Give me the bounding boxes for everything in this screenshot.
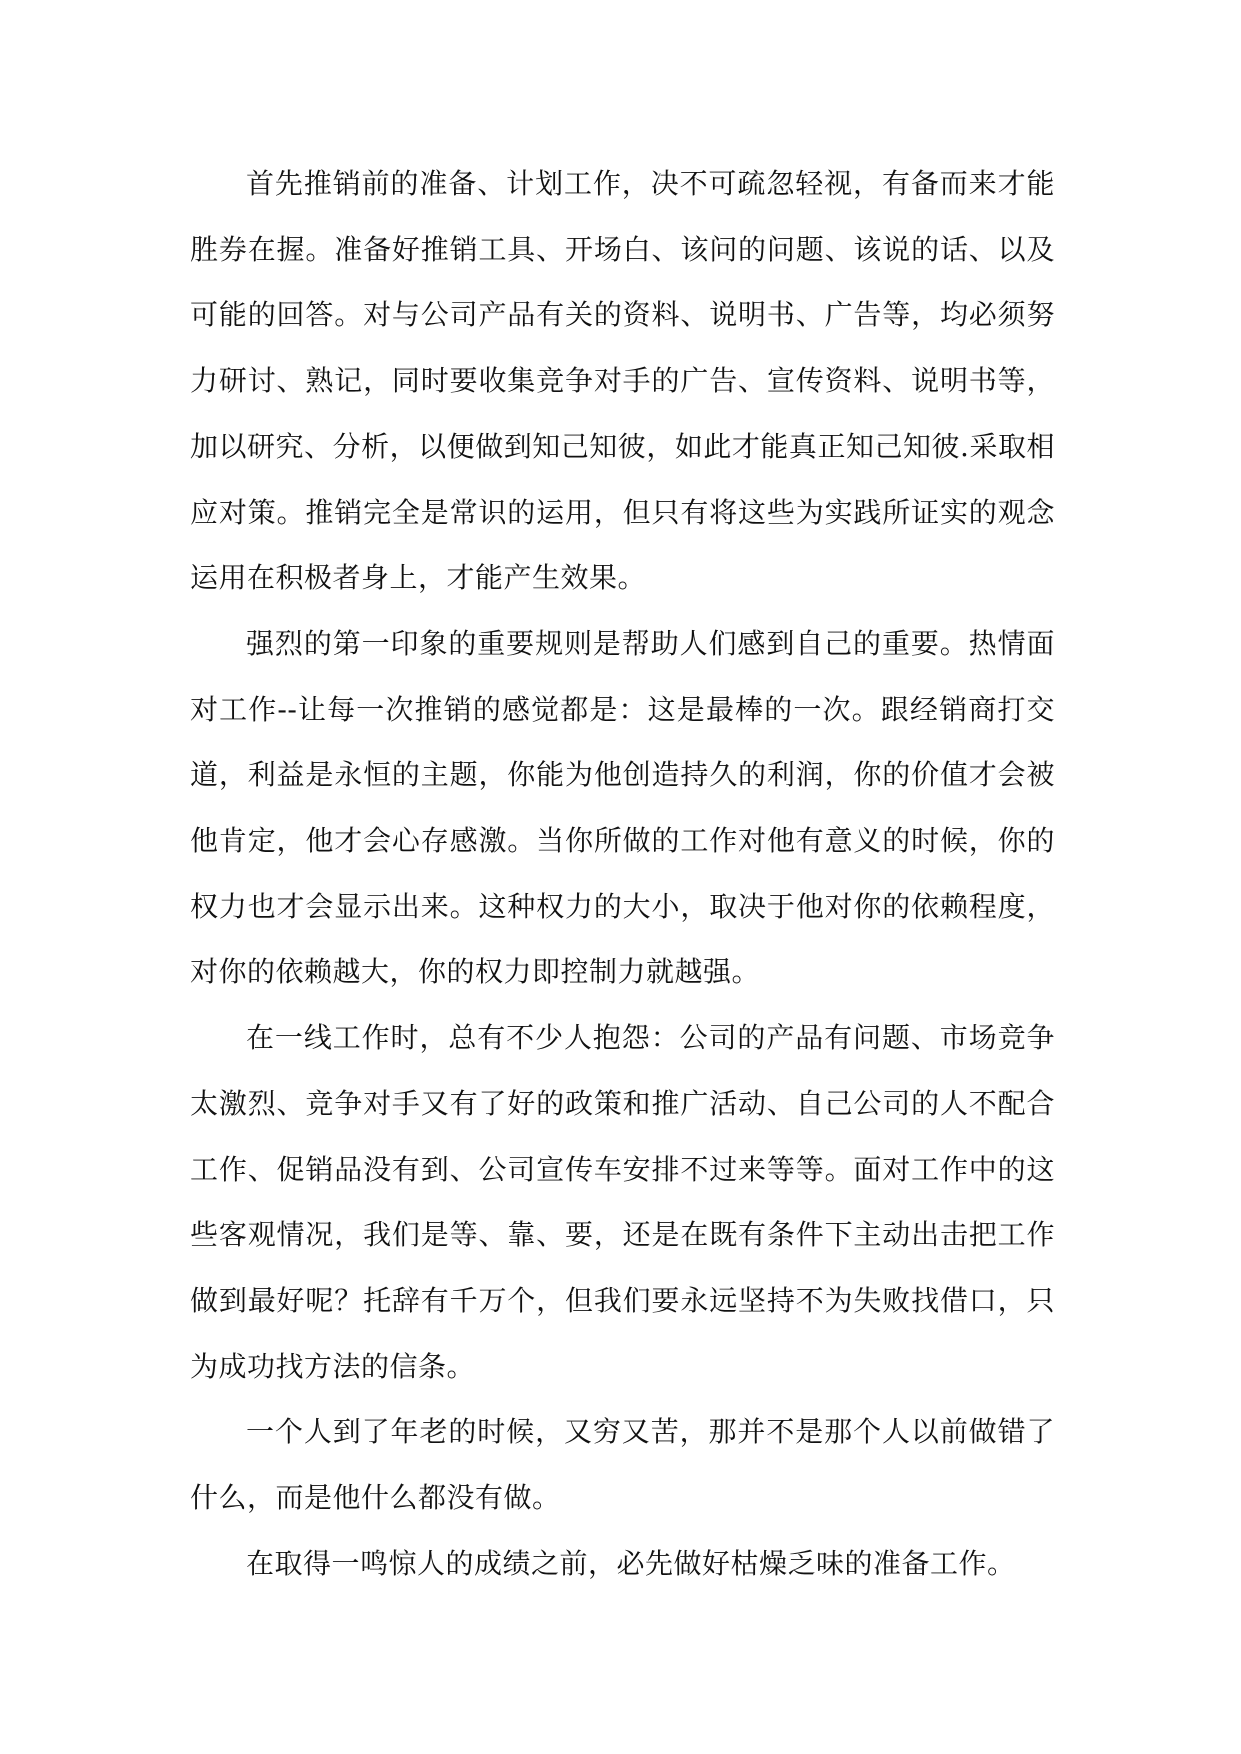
paragraph-first-impression: 强烈的第一印象的重要规则是帮助人们感到自己的重要。热情面对工作--让每一次推销的感觉都是：这是最棒的一次。跟经销商打交道，利益是永恒的主题，你能为他创造持久的利润，你的价值才会被他肯定，他才会心存感激。当你所做的工作对他有意义的时候，你的权力也才会显示出来。这种权力的大小，取决于他对你的依赖程度，对你的依赖越大，你的权力即控制力就越强。 bbox=[190, 626, 1055, 989]
paragraph-preparation-before-success: 在取得一鸣惊人的成绩之前，必先做好枯燥乏味的准备工作。 bbox=[246, 1546, 1016, 1580]
document-body bbox=[190, 151, 1055, 1596]
paragraph-preparation: 首先推销前的准备、计划工作，决不可疏忽轻视，有备而来才能胜券在握。准备好推销工具、开场白、该问的问题、该说的话、以及可能的回答。对与公司产品有关的资料、说明书、广告等，均必须努力研讨、熟记，同时要收集竞争对手的广告、宣传资料、说明书等，加以研究、分析，以便做到知己知彼，如此才能真正知己知彼.采取相应对策。推销完全是常识的运用，但只有将这些为实践所证实的观念运用在积极者身上，才能产生效果。 bbox=[190, 167, 1055, 595]
paragraph-old-age: 一个人到了年老的时候，又穷又苦，那并不是那个人以前做错了什么，而是他什么都没有做。 bbox=[190, 1415, 1055, 1515]
paragraph-no-excuses: 在一线工作时，总有不少人抱怨：公司的产品有问题、市场竞争太激烈、竞争对手又有了好的政策和推广活动、自己公司的人不配合工作、促销品没有到、公司宣传车安排不过来等等。面对工作中的这些客观情况，我们是等、靠、要，还是在既有条件下主动出击把工作做到最好呢？托辞有千万个，但我们要永远坚持不为失败找借口，只为成功找方法的信条。 bbox=[190, 1021, 1055, 1383]
